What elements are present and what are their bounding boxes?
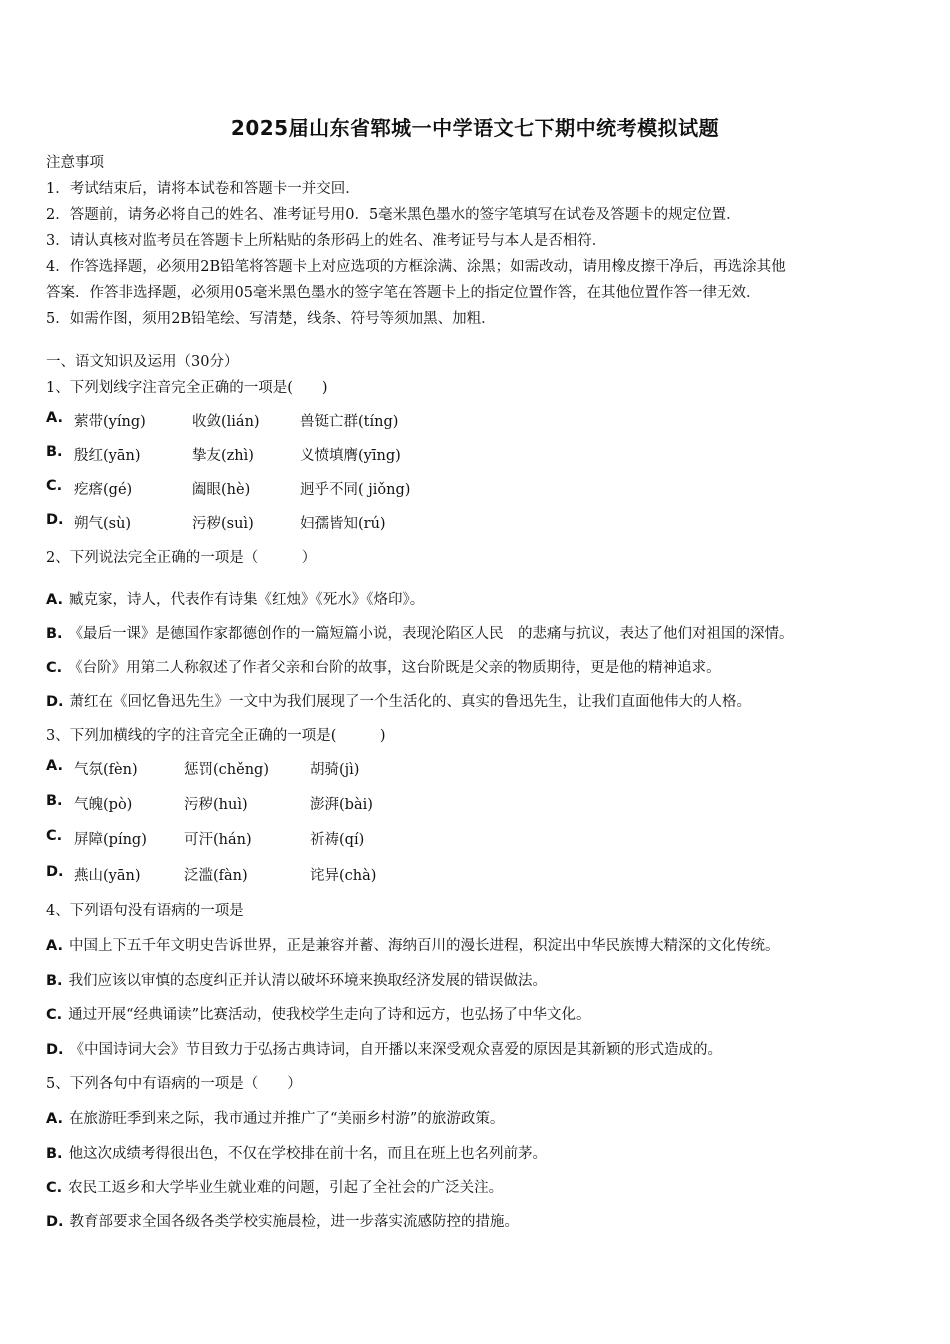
notice-item: 1．考试结束后，请将本试卷和答题卡一并交回． [46, 181, 360, 197]
option-item: 萦带(yíng) [74, 414, 146, 430]
option-letter: A. [46, 1111, 63, 1127]
option-item: 气氛(fèn) [74, 762, 138, 778]
question-1-stem: 1、下列划线字注音完全正确的一项是( ) [46, 380, 328, 396]
notice-item: 3．请认真核对监考员在答题卡上所粘贴的条形码上的姓名、准考证号与本人是否相符． [46, 233, 607, 249]
option-text: 在旅游旺季到来之际，我市通过并推广了“美丽乡村游”的旅游政策。 [69, 1111, 505, 1127]
question-2-option-a [46, 588, 424, 609]
question-5-option-c [46, 1176, 503, 1197]
question-5-option-d [46, 1210, 519, 1231]
option-text: 臧克家，诗人，代表作有诗集《红烛》《死水》《烙印》。 [69, 592, 425, 608]
question-5-option-a [46, 1107, 504, 1128]
option-letter: C. [46, 1007, 63, 1023]
notice-item: 4．作答选择题，必须用2B铅笔将答题卡上对应选项的方框涂满、涂黑；如需改动，请用橡皮擦干净后，再选涂其他 [46, 259, 786, 275]
option-letter: D. [46, 694, 64, 710]
option-letter: D. [46, 512, 64, 528]
option-text: 教育部要求全国各级各类学校实施晨检，进一步落实流感防控的措施。 [69, 1214, 520, 1230]
option-item: 惩罚(chěng) [184, 762, 269, 778]
question-5-stem: 5、下列各句中有语病的一项是（ ） [46, 1076, 302, 1092]
section-heading: 一、语文知识及运用（30分） [46, 354, 239, 370]
question-2-option-b [46, 622, 794, 643]
option-item: 可汗(hán) [184, 832, 252, 848]
option-text: 农民工返乡和大学毕业生就业难的问题，引起了全社会的广泛关注。 [68, 1180, 504, 1196]
option-item: 兽铤亡群(tíng) [300, 414, 399, 430]
option-item: 挚友(zhì) [192, 448, 254, 464]
question-5-option-b [46, 1142, 547, 1163]
question-4-option-d [46, 1038, 722, 1059]
page-title: 2025届山东省郓城一中学语文七下期中统考模拟试题 [230, 116, 720, 140]
question-3-option-c [46, 828, 365, 848]
option-letter: B. [46, 973, 63, 989]
option-text: 《中国诗词大会》节目致力于弘扬古典诗词，自开播以来深受观众喜爱的原因是其新颖的形式造成的。 [69, 1042, 723, 1058]
option-text: 《台阶》用第二人称叙述了作者父亲和台阶的故事，这台阶既是父亲的物质期待，更是他的精神追求。 [68, 660, 721, 676]
option-item: 屏障(píng) [74, 832, 147, 848]
question-2-option-d [46, 690, 751, 711]
option-item: 诧异(chà) [310, 868, 377, 884]
option-letter: D. [46, 1214, 64, 1230]
option-item: 澎湃(bài) [310, 797, 373, 813]
option-text: 他这次成绩考得很出色，不仅在学校排在前十名，而且在班上也名列前茅。 [68, 1146, 548, 1162]
option-text: 我们应该以审慎的态度纠正并认清以破坏环境来换取经济发展的错误做法。 [68, 973, 548, 989]
option-letter: D. [46, 1042, 64, 1058]
option-letter: D. [46, 864, 64, 880]
option-letter: A. [46, 592, 63, 608]
question-1-option-b [46, 444, 401, 464]
option-text: 中国上下五千年文明史告诉世界，正是兼容并蓄、海纳百川的漫长进程，积淀出中华民族博大精深的文化传统。 [69, 938, 780, 954]
notice-block [46, 150, 906, 332]
option-letter: C. [46, 1180, 63, 1196]
option-item: 阖眼(hè) [192, 482, 251, 498]
option-item: 收敛(lián) [192, 414, 260, 430]
question-3-stem: 3、下列加横线的字的注音完全正确的一项是( ) [46, 728, 386, 744]
option-letter: C. [46, 478, 63, 494]
notice-item: 2．答题前，请务必将自己的姓名、准考证号用0．5毫米黑色墨水的签字笔填写在试卷及答题卡的规定位置． [46, 207, 741, 223]
question-3-option-b [46, 793, 373, 813]
question-4-option-b [46, 969, 547, 990]
option-letter: A. [46, 410, 63, 426]
question-1-option-c [46, 478, 411, 498]
option-item: 义愤填膺(yīng) [300, 448, 401, 464]
option-item: 妇孺皆知(rú) [300, 516, 386, 532]
option-item: 朔气(sù) [74, 516, 132, 532]
option-letter: C. [46, 660, 63, 676]
option-letter: B. [46, 793, 63, 809]
option-letter: B. [46, 1146, 63, 1162]
question-2-option-c [46, 656, 721, 677]
question-1-option-a [46, 410, 399, 430]
notice-heading: 注意事项 [46, 155, 104, 171]
question-4-option-c [46, 1003, 590, 1024]
question-2-stem: 2、下列说法完全正确的一项是（ ） [46, 550, 317, 566]
option-item: 疙瘩(gé) [74, 482, 133, 498]
question-1-option-d [46, 512, 386, 532]
question-3-option-a [46, 758, 360, 778]
notice-item: 答案．作答非选择题，必须用05毫米黑色墨水的签字笔在答题卡上的指定位置作答，在其他位置作答一律无效． [46, 285, 761, 301]
option-letter: A. [46, 758, 63, 774]
question-4-stem: 4、下列语句没有语病的一项是 [46, 903, 244, 919]
notice-item: 5．如需作图，须用2B铅笔绘、写清楚，线条、符号等须加黑、加粗． [46, 311, 496, 327]
option-item: 泛滥(fàn) [184, 868, 248, 884]
option-item: 燕山(yān) [74, 868, 141, 884]
question-4-option-a [46, 934, 780, 955]
option-item: 气魄(pò) [74, 797, 133, 813]
option-letter: B. [46, 626, 63, 642]
option-item: 殷红(yān) [74, 448, 141, 464]
option-letter: C. [46, 828, 63, 844]
question-3-option-d [46, 864, 377, 884]
option-letter: A. [46, 938, 63, 954]
option-item: 祈祷(qí) [310, 832, 365, 848]
option-text: 《最后一课》是德国作家都德创作的一篇短篇小说，表现沦陷区人民 的悲痛与抗议，表达了他们对祖国的深情。 [68, 626, 794, 642]
option-item: 污秽(huì) [184, 797, 248, 813]
option-text: 萧红在《回忆鲁迅先生》一文中为我们展现了一个生活化的、真实的鲁迅先生，让我们直面他伟大的人格。 [69, 694, 752, 710]
option-item: 胡骑(jì) [310, 762, 360, 778]
option-text: 通过开展“经典诵读”比赛活动，使我校学生走向了诗和远方，也弘扬了中华文化。 [68, 1007, 591, 1023]
option-item: 污秽(suì) [192, 516, 254, 532]
option-item: 迥乎不同( jiǒng) [300, 482, 411, 498]
option-letter: B. [46, 444, 63, 460]
